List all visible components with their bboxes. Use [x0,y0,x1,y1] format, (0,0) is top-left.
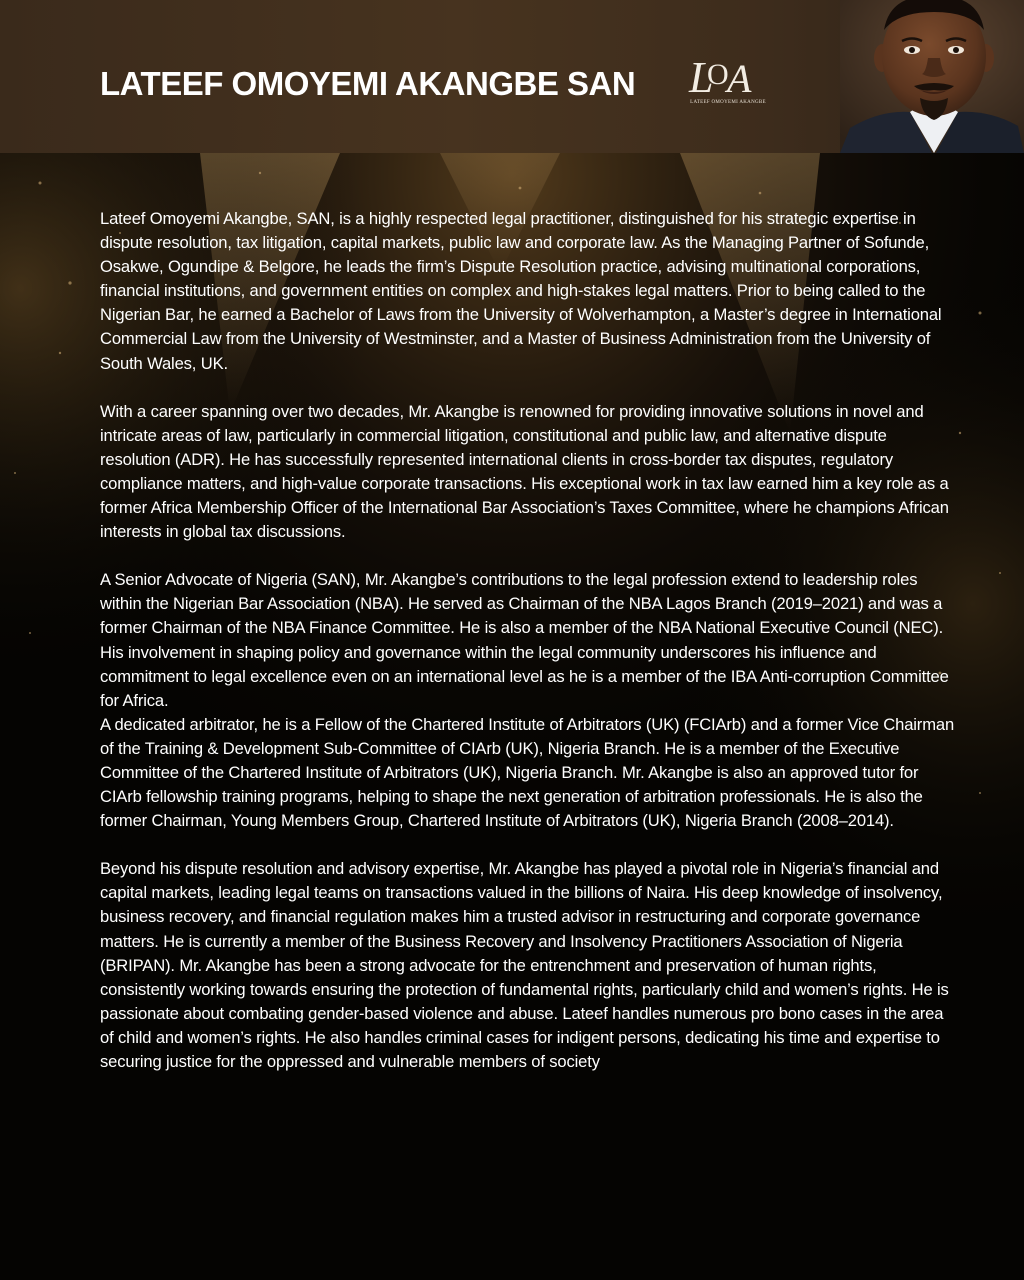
biography-paragraph: Lateef Omoyemi Akangbe, SAN, is a highly respected legal practitioner, distinguished for his strategic expertise in dispute resolution, tax litigation, capital markets, public law and corporate law. As the Managing Partner of Sofunde, Osakwe, Ogundipe & Belgore, he leads the firm’s Dispute Resolution practice, advising multinational corporations, financial institutions, and government entities on complex and high-stakes legal matters. Prior to being called to the Nigerian Bar, he earned a Bachelor of Laws from the University of Wolverhampton, a Master’s degree in International Commercial Law from the University of Westminster, and a Master of Business Administration from the University of South Wales, UK. [100,209,942,373]
svg-text:A: A [727,56,752,101]
biography-paragraph: With a career spanning over two decades, Mr. Akangbe is renowned for providing innovative solutions in novel and intricate areas of law, particularly in commercial litigation, constitutional and public law, and alternative dispute resolution (ADR). He has successfully represented international clients in cross-border tax disputes, regulatory compliance matters, and high-value corporate transactions. His exceptional work in tax law earned him a key role as a former Africa Membership Officer of the International Bar Association’s Taxes Committee, where he champions African interests in global tax discussions. [100,401,949,542]
biography-paragraph: A Senior Advocate of Nigeria (SAN), Mr. Akangbe’s contributions to the legal profession extend to leadership roles within the Nigerian Bar Association (NBA). He served as Chairman of the NBA Lagos Branch (2019–2021) and was a former Chairman of the NBA Finance Committee. He is also a member of the NBA National Executive Council (NEC). His involvement in shaping policy and governance within the legal community underscores his influence and commitment to legal excellence even on an international level as he is a member of the IBA Anti-corruption Committee for Africa. [100,570,949,710]
svg-text:O: O [707,58,729,91]
page-title: LATEEF OMOYEMI AKANGBE SAN [100,65,636,102]
loa-logo [683,52,773,112]
logo-caption: LATEEF OMOYEMI AKANGBE [690,100,766,105]
biography-paragraph: A dedicated arbitrator, he is a Fellow of the Chartered Institute of Arbitrators (UK) (FCIArb) and a former Vice Chairman of the Training & Development Sub-Committee of CIArb (UK), Nigeria Branch. He is a member of the Executive Committee of the Chartered Institute of Arbitrators (UK), Nigeria Branch. Mr. Akangbe is also an approved tutor for CIArb fellowship training programs, helping to shape the next generation of arbitration professionals. He is also the former Chairman, Young Members Group, Chartered Institute of Arbitrators (UK), Nigeria Branch (2008–2014). [100,714,955,831]
svg-text:L: L [689,53,714,102]
portrait-photo-icon [840,0,1024,153]
biography-paragraph: Beyond his dispute resolution and advisory expertise, Mr. Akangbe has played a pivotal role in Nigeria’s financial and capital markets, leading legal teams on transactions valued in the billions of Naira. His deep knowledge of insolvency, business recovery, and financial regulation makes him a trusted advisor in restructuring and corporate governance matters. He is currently a member of the Business Recovery and Insolvency Practitioners Association of Nigeria (BRIPAN). Mr. Akangbe has been a strong advocate for the entrenchment and preservation of human rights, consistently working towards ensuring the protection of fundamental rights, particularly child and women’s rights. He is passionate about combating gender-based violence and abuse. Lateef handles numerous pro bono cases in the area of child and women’s rights. He also handles criminal cases for indigent persons, dedicating his time and expertise to securing justice for the oppressed and vulnerable members of society [100,859,949,1071]
header-banner [0,0,1024,153]
biography-text [100,207,960,1098]
loa-monogram-icon [683,52,773,102]
